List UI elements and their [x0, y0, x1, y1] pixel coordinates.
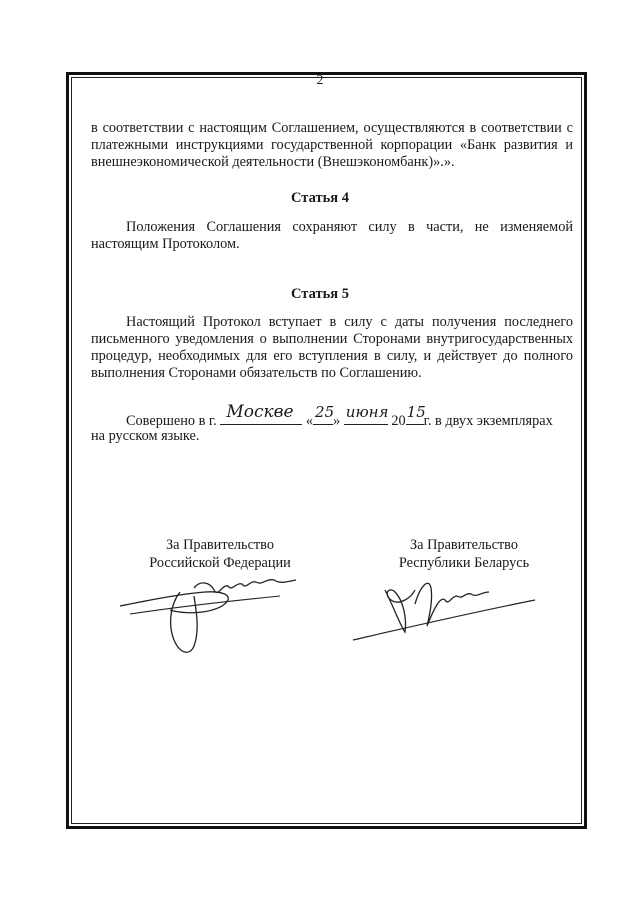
page-number: 2 — [316, 73, 324, 88]
signatory-right — [364, 536, 564, 572]
done-at-suffix: г. в двух экземплярах — [423, 413, 553, 429]
signatory-left-line2: Российской Федерации — [149, 555, 291, 571]
done-at-prefix: Совершено в г. — [126, 413, 217, 429]
signature-left — [110, 570, 310, 660]
done-at-line-2: на русском языке. — [91, 428, 200, 444]
signatory-right-line2: Республики Беларусь — [398, 555, 530, 571]
city-handwritten: Москве — [226, 402, 294, 422]
quote-close: » — [333, 413, 341, 429]
year-prefix: 20 — [391, 413, 406, 429]
article-5-heading: Статья 5 — [291, 286, 349, 302]
done-at-line — [126, 402, 573, 430]
article-4-heading: Статья 4 — [291, 190, 349, 206]
year-fill-line — [406, 403, 426, 425]
continuation-paragraph: в соответствии с настоящим Соглашением, осуществляются в соответствии с платежными инструкциями государственной корпорации «Банк развития и внешнеэкономической деятельности (Внешэкономбанк)».». — [91, 120, 573, 170]
year-handwritten: 15 — [406, 403, 426, 421]
signatory-right-line1: За Правительство — [410, 537, 518, 553]
signatory-left-line1: За Правительство — [166, 537, 274, 553]
article-5-text: Настоящий Протокол вступает в силу с даты получения последнего письменного уведомления о выполнении Сторонами внутригосударственных процедур, необходимых для его вступления в силу, и действует до полного выполнения Сторонами обязательств по Соглашению. — [91, 314, 573, 381]
article-4-text: Положения Соглашения сохраняют силу в части, не изменяемой настоящим Протоколом. — [91, 219, 573, 252]
signature-right — [345, 570, 545, 650]
month-handwritten: июня — [345, 403, 389, 421]
day-handwritten: 25 — [315, 403, 335, 421]
city-fill-line — [220, 402, 302, 425]
signatory-left — [120, 536, 320, 572]
quote-open: « — [305, 413, 314, 429]
day-fill-line — [313, 403, 335, 425]
month-fill-line — [344, 403, 389, 425]
